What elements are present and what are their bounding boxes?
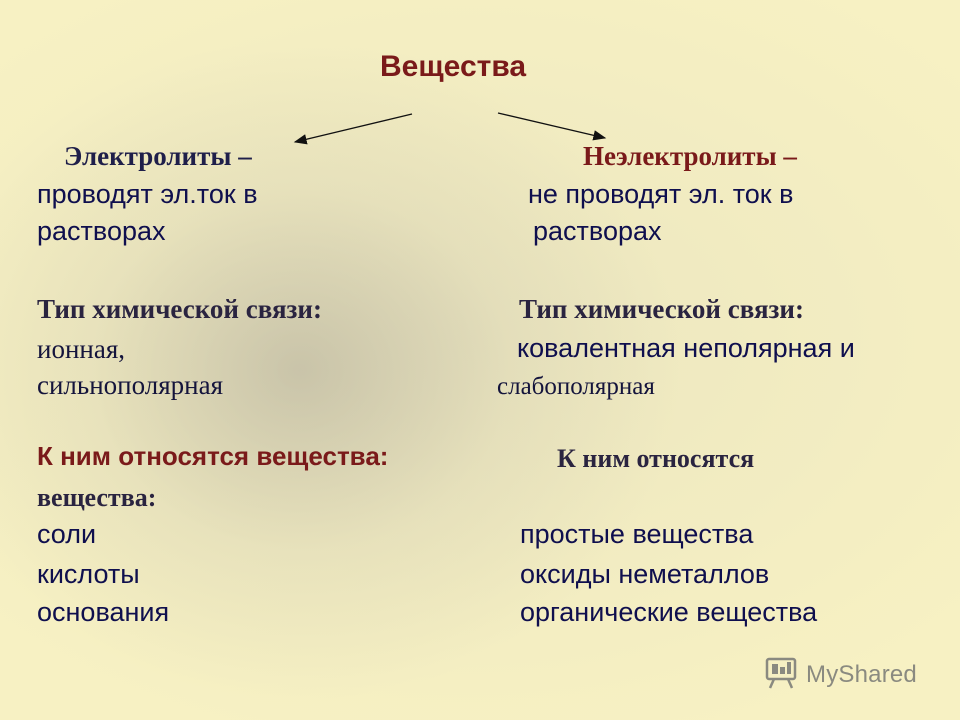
right-desc-line2: растворах xyxy=(533,216,662,246)
left-example-item: соли xyxy=(37,519,97,549)
arrow-left xyxy=(295,114,412,142)
left-example-item: кислоты xyxy=(37,559,140,589)
page-title: Вещества xyxy=(380,50,527,83)
left-bond-line1: ионная, xyxy=(37,334,126,364)
projector-board-icon xyxy=(764,656,798,695)
right-bond-line2: слабополярная xyxy=(497,373,655,400)
left-desc-line1: проводят эл.ток в xyxy=(37,179,258,209)
right-example-item: оксиды неметаллов xyxy=(520,559,770,589)
watermark-text: MyShared xyxy=(806,661,917,688)
arrow-right xyxy=(498,113,605,138)
left-desc-line2: растворах xyxy=(37,216,166,246)
watermark xyxy=(764,655,934,695)
right-example-item: простые вещества xyxy=(520,519,754,549)
right-examples-label: К ним относятся xyxy=(557,444,755,473)
left-examples-label-continued: вещества: xyxy=(37,483,157,512)
right-desc-line1: не проводят эл. ток в xyxy=(528,179,794,209)
right-heading: Неэлектролиты – xyxy=(583,141,797,171)
left-bond-label: Тип химической связи: xyxy=(37,294,322,324)
right-bond-line1: ковалентная неполярная и xyxy=(517,333,855,363)
left-heading: Электролиты – xyxy=(64,141,252,171)
right-bond-label: Тип химической связи: xyxy=(519,294,804,324)
left-bond-line2: сильнополярная xyxy=(37,370,224,400)
right-example-item: органические вещества xyxy=(520,597,818,627)
left-examples-label: К ним относятся вещества: xyxy=(37,441,389,471)
left-example-item: основания xyxy=(37,597,170,627)
